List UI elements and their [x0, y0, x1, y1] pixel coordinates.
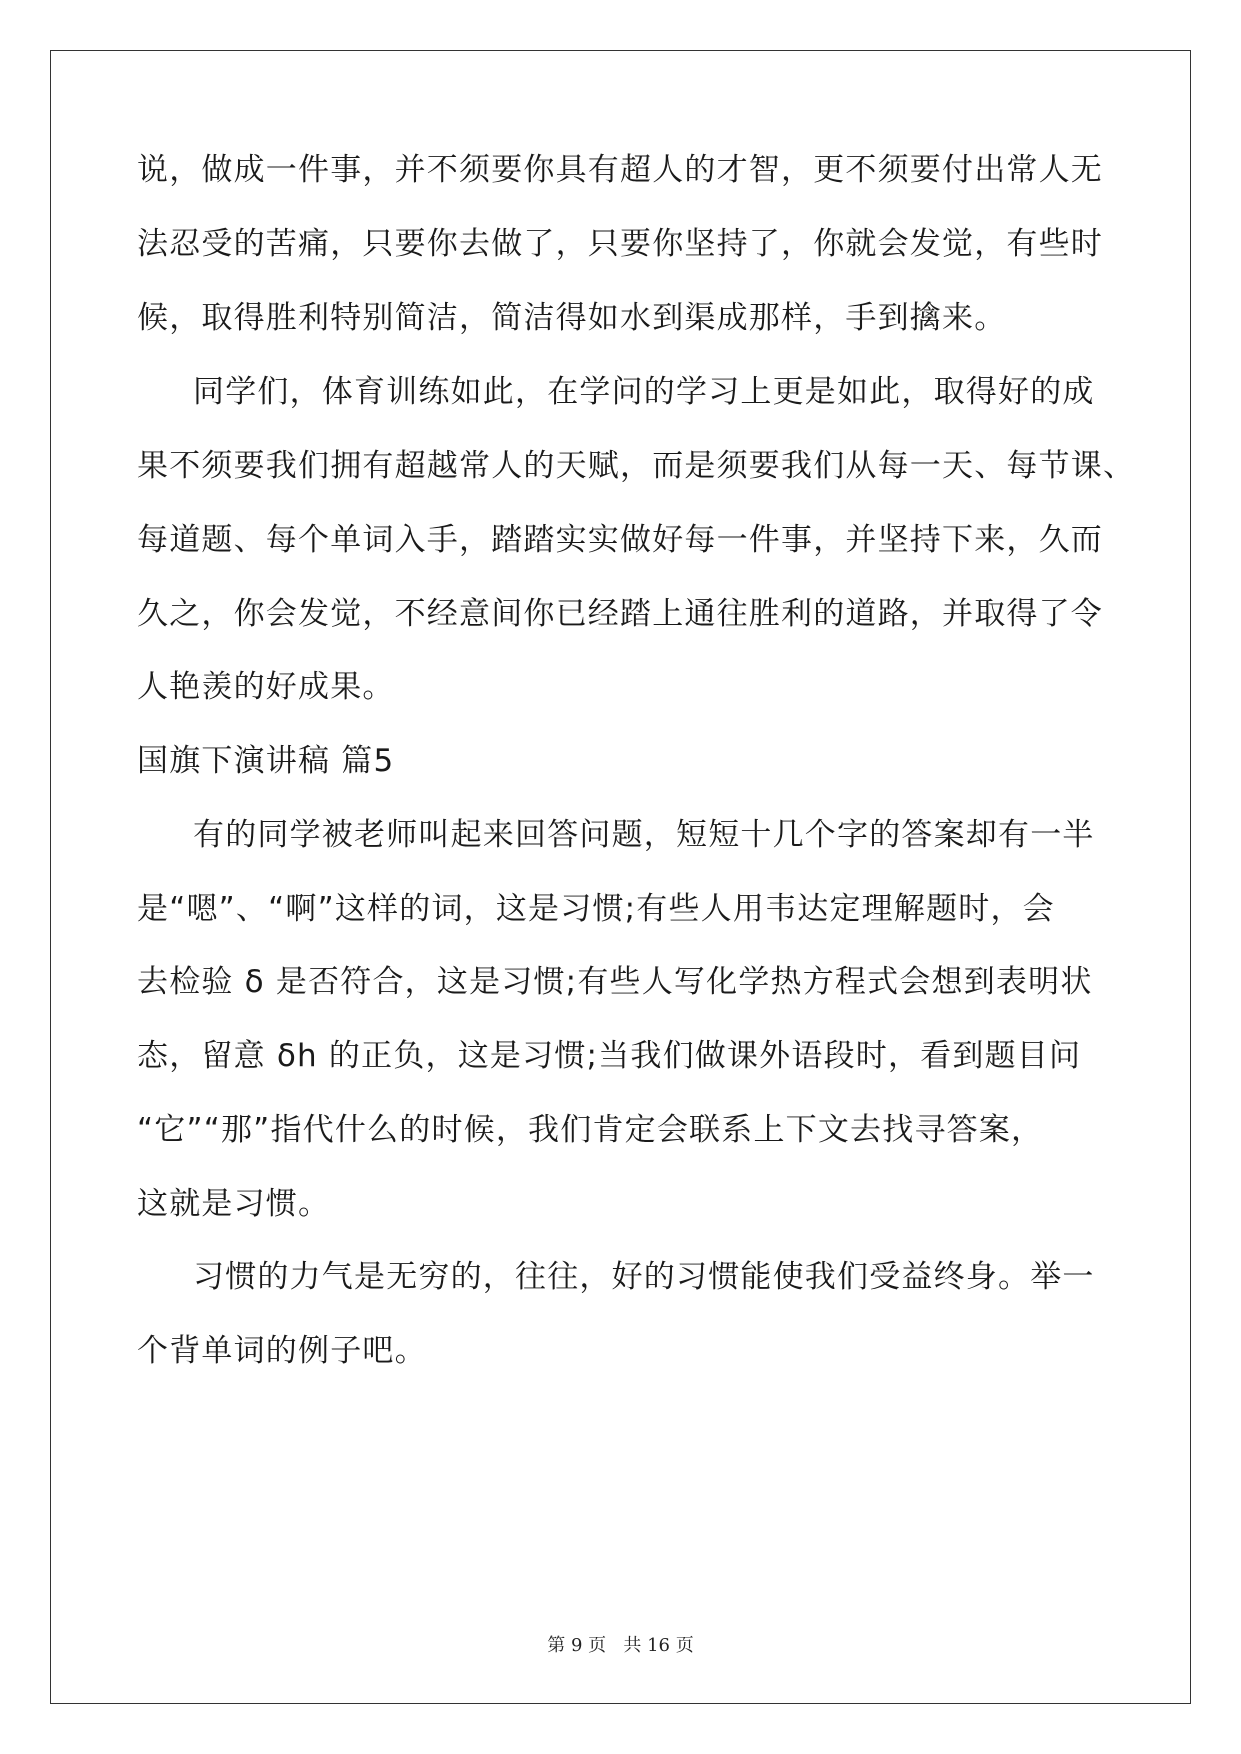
text-line-2: 法忍受的苦痛，只要你去做了，只要你坚持了，你就会发觉，有些时 [137, 226, 1103, 262]
page-number-label: 第 9 页 共 16 页 [547, 1635, 694, 1656]
paragraph-start-line-10: 有的同学被老师叫起来回答问题，短短十几个字的答案却有一半 [193, 817, 1095, 853]
text-line-15: 这就是习惯。 [137, 1186, 331, 1222]
text-line-3: 候，取得胜利特别简洁，简洁得如水到渠成那样，手到擒来。 [137, 300, 1007, 336]
page-footer [0, 1634, 1241, 1658]
text-line-5: 果不须要我们拥有超越常人的天赋，而是须要我们从每一天、每节课、 [137, 448, 1136, 484]
text-line-11: 是“嗯”、“啊”这样的词，这是习惯;有些人用韦达定理解题时，会 [137, 891, 1055, 927]
paragraph-start-line-4: 同学们，体育训练如此，在学问的学习上更是如此，取得好的成 [193, 374, 1095, 410]
text-line-13: 态，留意 δh 的正负，这是习惯;当我们做课外语段时，看到题目问 [137, 1038, 1082, 1074]
text-line-17: 个背单词的例子吧。 [137, 1333, 427, 1369]
paragraph-start-line-16: 习惯的力气是无穷的，往往，好的习惯能使我们受益终身。举一 [193, 1259, 1095, 1295]
text-line-14: “它”“那”指代什么的时候，我们肯定会联系上下文去找寻答案， [137, 1112, 1044, 1148]
section-heading: 国旗下演讲稿 篇5 [137, 743, 395, 779]
text-line-12: 去检验 δ 是否符合，这是习惯;有些人写化学热方程式会想到表明状 [137, 964, 1093, 1000]
text-line-8: 人艳羡的好成果。 [137, 669, 395, 705]
text-line-1: 说，做成一件事，并不须要你具有超人的才智，更不须要付出常人无 [137, 152, 1103, 188]
text-line-7: 久之，你会发觉，不经意间你已经踏上通往胜利的道路，并取得了令 [137, 596, 1103, 632]
text-line-6: 每道题、每个单词入手，踏踏实实做好每一件事，并坚持下来，久而 [137, 522, 1103, 558]
